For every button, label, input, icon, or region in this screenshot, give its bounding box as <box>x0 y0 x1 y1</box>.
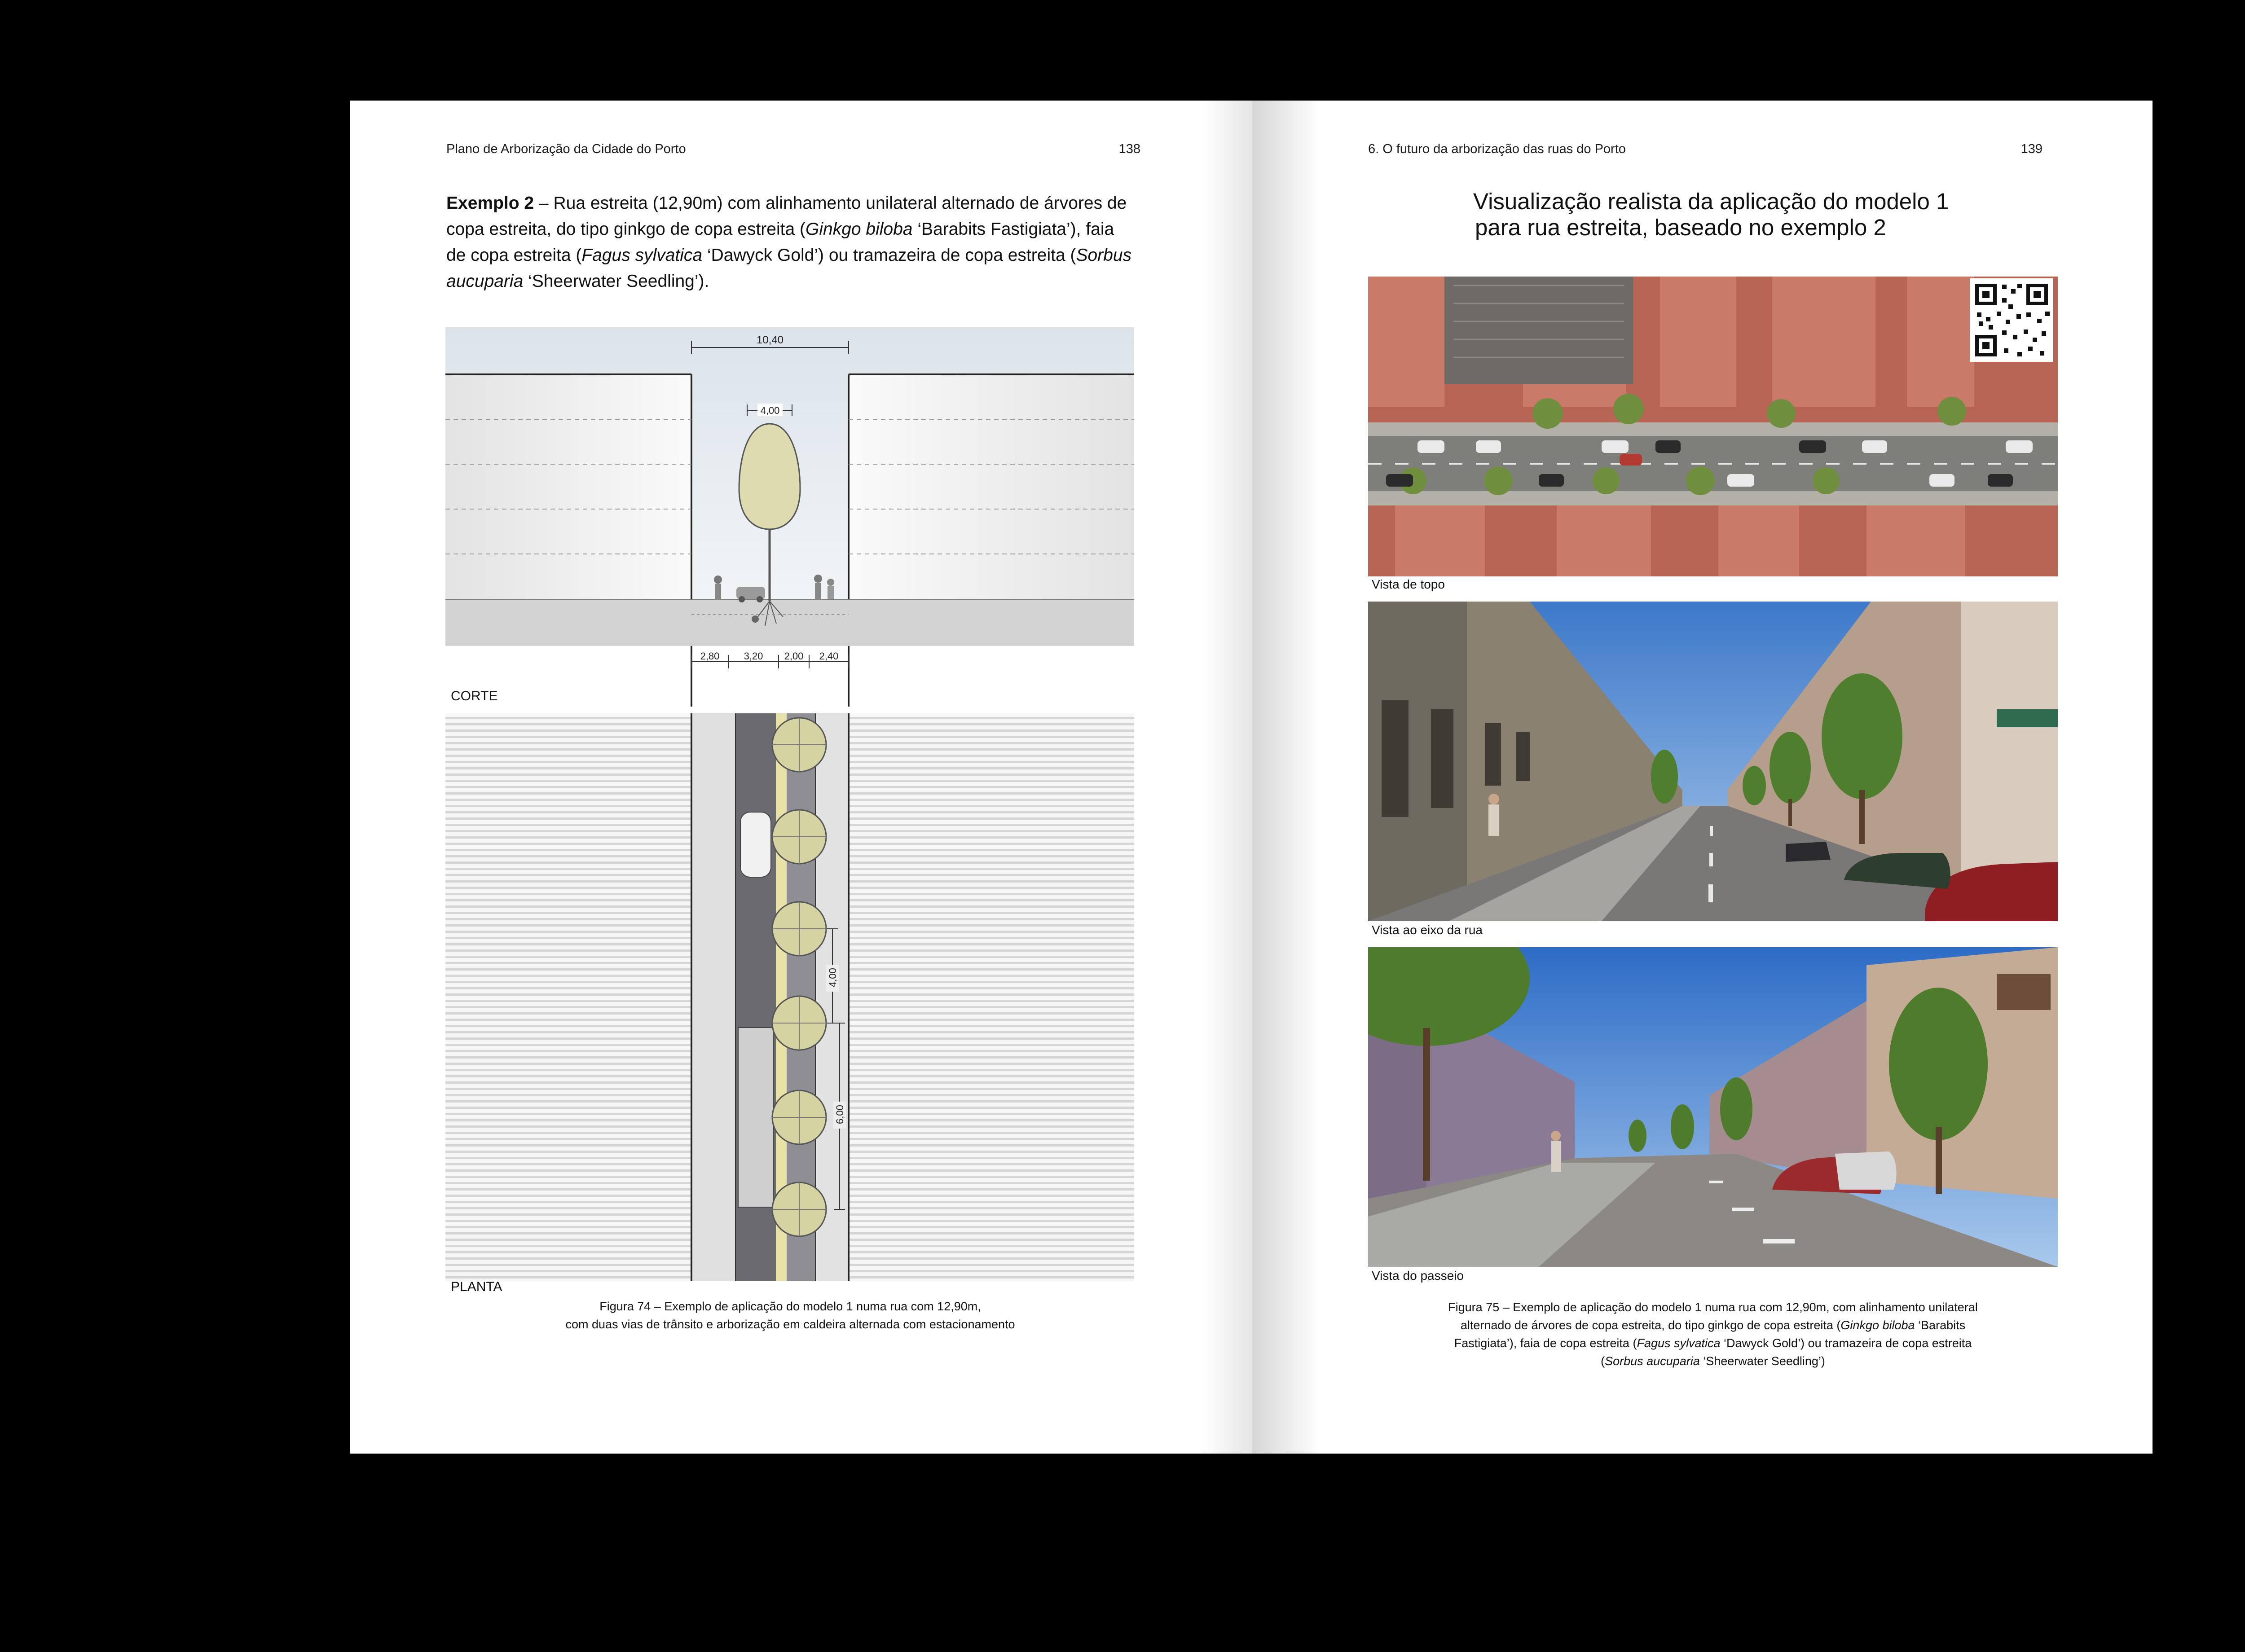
paragraph-text: ‘Dawyck Gold’) ou tramazeira de copa estreita ( <box>702 246 1076 265</box>
street-drawing <box>445 327 1134 1384</box>
right-page <box>1252 101 2153 1454</box>
page-number: 139 <box>2020 142 2043 156</box>
section-drawing <box>445 327 1134 707</box>
dim-section-2: 3,20 <box>744 650 763 662</box>
caption-text: ‘Sheerwater Seedling’) <box>1699 1354 1825 1368</box>
species-name: Ginkgo biloba <box>806 220 913 239</box>
running-head: Plano de Arborização da Cidade do Porto <box>446 142 686 156</box>
left-page <box>350 101 1252 1454</box>
caption-line: Figura 74 – Exemplo de aplicação do modelo 1 numa rua com 12,90m, <box>599 1300 981 1313</box>
photo-label-sidewalk: Vista do passeio <box>1372 1269 1464 1283</box>
species-name: Ginkgo biloba <box>1840 1318 1915 1332</box>
photo-label-axis: Vista ao eixo da rua <box>1372 923 1483 937</box>
figure-caption <box>446 1297 1134 1333</box>
label-planta: PLANTA <box>451 1279 502 1294</box>
label-corte: CORTE <box>451 689 498 703</box>
caption-text: ‘Dawyck Gold’) ou tramazeira de copa estreita <box>1720 1336 1972 1350</box>
section-heading <box>1473 189 1949 241</box>
caption-line <box>1368 1316 2058 1334</box>
caption-line: Figura 75 – Exemplo de aplicação do modelo 1 numa rua com 12,90m, com alinhamento unilateral <box>1448 1301 1978 1314</box>
photo-label-top: Vista de topo <box>1372 577 1445 591</box>
species-name: Fagus sylvatica <box>1637 1336 1721 1350</box>
caption-text: ( <box>1601 1354 1605 1368</box>
photo-top-view <box>1368 277 2058 576</box>
species-name: Sorbus aucuparia <box>1605 1354 1700 1368</box>
page-number: 138 <box>1118 142 1140 156</box>
dim-tree: 4,00 <box>760 405 780 416</box>
qr-code <box>1970 278 2053 362</box>
gutter-shadow <box>1252 101 1320 1454</box>
dim-total: 10,40 <box>756 334 784 346</box>
caption-line <box>1368 1334 2058 1352</box>
caption-text: alternado de árvores de copa estreita, do tipo ginkgo de copa estreita ( <box>1460 1318 1841 1332</box>
dim-section-4: 2,40 <box>819 650 839 662</box>
species-name: Sorbus aucuparia <box>446 246 1132 291</box>
dim-section-3: 2,00 <box>784 650 804 662</box>
heading-line: Visualização realista da aplicação do modelo 1 <box>1473 189 1949 214</box>
caption-text: ‘Barabits <box>1915 1318 1966 1332</box>
photo-sidewalk-view <box>1368 947 2058 1267</box>
dim-section-1: 2,80 <box>700 650 720 662</box>
caption-text: Fastigiata’), faia de copa estreita ( <box>1454 1336 1637 1350</box>
paragraph-text: ‘Sheerwater Seedling’). <box>523 272 709 291</box>
running-head: 6. O futuro da arborização das ruas do Porto <box>1368 142 1626 156</box>
dim-pit: 6,00 <box>834 1105 845 1124</box>
species-name: Fagus sylvatica <box>581 246 703 265</box>
dim-spacing: 4,00 <box>827 968 838 987</box>
paragraph-text: – Rua estreita (12,90m) com alinhamento unilateral alternado de árvores de copa estreita, do tipo ginkgo de copa estreita ( <box>446 193 1127 239</box>
heading-line: para rua estreita, baseado no exemplo 2 <box>1475 215 1886 240</box>
caption-line: com duas vias de trânsito e arborização em caldeira alternada com estacionamento <box>565 1318 1015 1331</box>
paragraph-text: ‘Barabits Fastigiata’), faia de copa estreita ( <box>446 220 1114 265</box>
plan-drawing <box>445 713 1134 1281</box>
photo-axis-view <box>1368 602 2058 921</box>
caption-line <box>1368 1352 2058 1370</box>
figure-caption <box>1368 1298 2058 1370</box>
paragraph-lead: Exemplo 2 <box>446 193 534 213</box>
gutter-shadow <box>1203 101 1252 1454</box>
body-paragraph <box>446 190 1138 294</box>
